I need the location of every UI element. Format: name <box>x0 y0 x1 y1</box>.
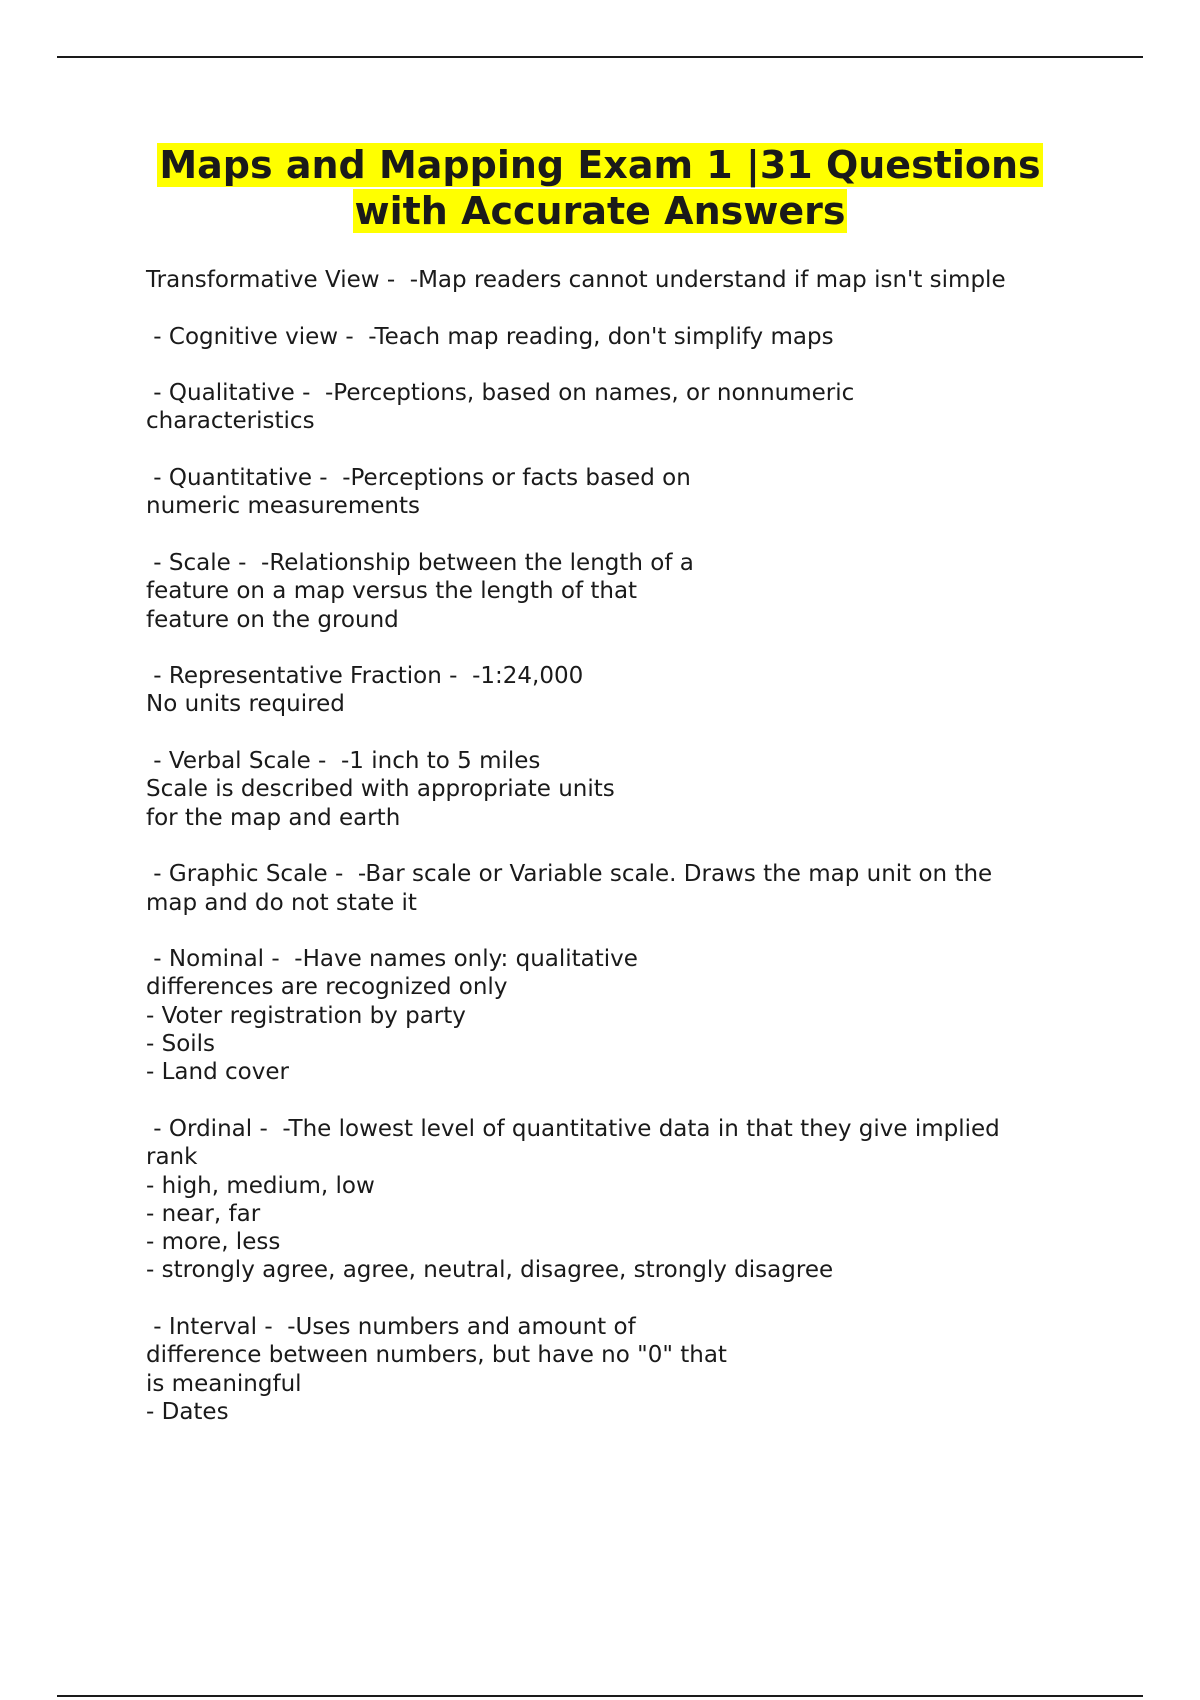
qa-line: - Verbal Scale - -1 inch to 5 miles <box>146 748 541 775</box>
qa-entry <box>146 747 1106 832</box>
qa-line: is meaningful <box>146 1370 302 1397</box>
qa-line: Transformative View - -Map readers cannot understand if map isn't simple <box>146 267 1006 293</box>
document-title <box>100 142 1100 234</box>
qa-entry <box>146 945 1106 1086</box>
qa-line: - Representative Fraction - -1:24,000 <box>146 663 584 690</box>
qa-line: - Scale - -Relationship between the length of a <box>146 549 694 576</box>
title-line-1: Maps and Mapping Exam 1 |31 Questions <box>159 143 1041 187</box>
qa-line: differences are recognized only <box>146 974 508 1001</box>
qa-entry <box>146 1115 1106 1285</box>
qa-line: difference between numbers, but have no "0" that <box>146 1342 727 1369</box>
footer-rule <box>57 1695 1143 1697</box>
qa-entry <box>146 379 1106 436</box>
qa-line: - Dates <box>146 1398 229 1425</box>
qa-line: map and do not state it <box>146 889 417 916</box>
qa-line: rank <box>146 1144 198 1171</box>
qa-line: for the map and earth <box>146 804 401 831</box>
qa-line: No units required <box>146 691 345 718</box>
qa-line: - more, less <box>146 1229 281 1256</box>
qa-line: - strongly agree, agree, neutral, disagree, strongly disagree <box>146 1257 834 1284</box>
qa-line: - Nominal - -Have names only: qualitative <box>146 946 638 973</box>
qa-entry <box>146 860 1106 917</box>
qa-entry <box>146 323 1106 351</box>
qa-line: - Qualitative - -Perceptions, based on names, or nonnumeric <box>146 380 855 407</box>
qa-line: numeric measurements <box>146 493 420 520</box>
qa-line: Scale is described with appropriate units <box>146 776 615 803</box>
qa-line: - Soils <box>146 1031 216 1058</box>
qa-line: - Ordinal - -The lowest level of quantitative data in that they give implied <box>146 1115 1000 1142</box>
qa-line: - Land cover <box>146 1059 289 1086</box>
qa-line: - near, far <box>146 1200 261 1227</box>
title-line-2: with Accurate Answers <box>354 189 846 233</box>
qa-line: - Cognitive view - -Teach map reading, don't simplify maps <box>146 323 834 350</box>
qa-entry <box>146 549 1106 634</box>
qa-line: feature on a map versus the length of that <box>146 578 638 605</box>
qa-line: feature on the ground <box>146 606 399 633</box>
qa-line: - Graphic Scale - -Bar scale or Variable scale. Draws the map unit on the <box>146 861 993 888</box>
qa-entry <box>146 662 1106 719</box>
qa-list <box>146 266 1106 1454</box>
qa-entry <box>146 266 1106 294</box>
qa-line: - Interval - -Uses numbers and amount of <box>146 1313 636 1340</box>
qa-line: - high, medium, low <box>146 1172 375 1199</box>
qa-entry <box>146 1313 1106 1426</box>
qa-line: characteristics <box>146 408 315 435</box>
header-rule <box>57 56 1143 58</box>
qa-line: - Quantitative - -Perceptions or facts based on <box>146 465 691 492</box>
qa-entry <box>146 464 1106 521</box>
qa-line: - Voter registration by party <box>146 1002 466 1029</box>
